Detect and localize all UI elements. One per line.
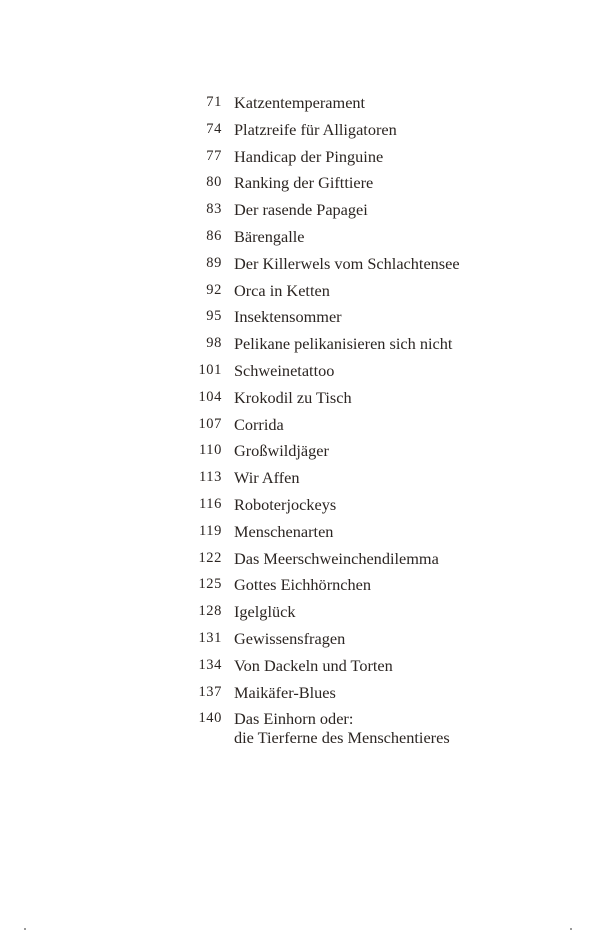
toc-page-number: 92 xyxy=(206,281,222,298)
toc-entry xyxy=(0,360,597,387)
toc-title: Handicap der Pinguine xyxy=(234,146,384,166)
toc-title: Ranking der Gifttiere xyxy=(234,173,374,193)
toc-entry xyxy=(0,199,597,226)
toc-entry xyxy=(0,172,597,199)
toc-page-number: 110 xyxy=(198,442,222,459)
toc-page-number: 95 xyxy=(206,308,222,325)
toc-title: Platzreife für Alligatoren xyxy=(234,119,397,139)
toc-title: Der Killerwels vom Schlachtensee xyxy=(234,253,460,273)
toc-title: Maikäfer-Blues xyxy=(234,682,336,702)
toc-entry xyxy=(0,708,597,748)
toc-page-number: 137 xyxy=(198,683,222,700)
toc-page-number: 83 xyxy=(206,201,222,218)
toc-title: Das Meerschweinchendilemma xyxy=(234,548,439,568)
toc-page-number: 122 xyxy=(198,549,222,566)
toc-entry xyxy=(0,467,597,494)
toc-title: Corrida xyxy=(234,414,284,434)
toc-title: Krokodil zu Tisch xyxy=(234,387,352,407)
toc-page-number: 107 xyxy=(198,415,222,432)
toc-entry xyxy=(0,387,597,414)
toc-page-number: 116 xyxy=(198,495,222,512)
toc-entry xyxy=(0,574,597,601)
toc-title: Gottes Eichhörnchen xyxy=(234,575,371,595)
toc-title: Insektensommer xyxy=(234,307,342,327)
toc-page-number: 113 xyxy=(198,469,222,486)
toc-entry xyxy=(0,146,597,173)
table-of-contents xyxy=(0,92,597,748)
toc-title: Schweinetattoo xyxy=(234,360,335,380)
toc-entry xyxy=(0,548,597,575)
toc-page-number: 80 xyxy=(206,174,222,191)
toc-title: Großwildjäger xyxy=(234,441,329,461)
toc-page-number: 71 xyxy=(206,94,222,110)
toc-entry xyxy=(0,333,597,360)
toc-entry xyxy=(0,119,597,146)
toc-title: Roboterjockeys xyxy=(234,494,337,514)
toc-entry xyxy=(0,92,597,119)
toc-page-number: 101 xyxy=(198,361,222,378)
toc-page-number: 89 xyxy=(206,254,222,271)
toc-page-number: 128 xyxy=(198,603,222,620)
toc-entry xyxy=(0,682,597,709)
crop-mark-right xyxy=(570,928,572,930)
toc-title: Orca in Ketten xyxy=(234,280,330,300)
toc-page-number: 98 xyxy=(206,335,222,352)
toc-entry xyxy=(0,414,597,441)
toc-title: Von Dackeln und Torten xyxy=(234,655,393,675)
toc-page-number: 134 xyxy=(198,656,222,673)
crop-mark-left xyxy=(24,928,26,930)
toc-page-number: 86 xyxy=(206,227,222,244)
toc-entry xyxy=(0,253,597,280)
toc-title: Bärengalle xyxy=(234,226,305,246)
toc-title: Gewissensfragen xyxy=(234,628,346,648)
toc-title: Pelikane pelikanisieren sich nicht xyxy=(234,334,453,354)
toc-entry xyxy=(0,226,597,253)
toc-page-number: 77 xyxy=(206,147,222,164)
toc-entry xyxy=(0,628,597,655)
toc-title-continuation: die Tierferne des Menschentieres xyxy=(234,728,450,748)
toc-page-number: 131 xyxy=(198,629,222,646)
toc-page-number: 119 xyxy=(198,522,222,539)
toc-entry xyxy=(0,280,597,307)
toc-title: Katzentemperament xyxy=(234,93,366,112)
toc-entry xyxy=(0,440,597,467)
toc-title: Der rasende Papagei xyxy=(234,200,368,220)
toc-entry xyxy=(0,521,597,548)
toc-title: Igelglück xyxy=(234,602,296,622)
toc-title: Menschenarten xyxy=(234,521,334,541)
toc-title: Das Einhorn oder: xyxy=(234,709,354,729)
toc-page-number: 140 xyxy=(198,710,222,727)
toc-page-number: 104 xyxy=(198,388,222,405)
toc-page-number: 74 xyxy=(206,120,222,137)
toc-title: Wir Affen xyxy=(234,468,300,488)
toc-entry xyxy=(0,655,597,682)
toc-entry xyxy=(0,601,597,628)
toc-entry xyxy=(0,494,597,521)
toc-entry xyxy=(0,306,597,333)
toc-page-number: 125 xyxy=(198,576,222,593)
